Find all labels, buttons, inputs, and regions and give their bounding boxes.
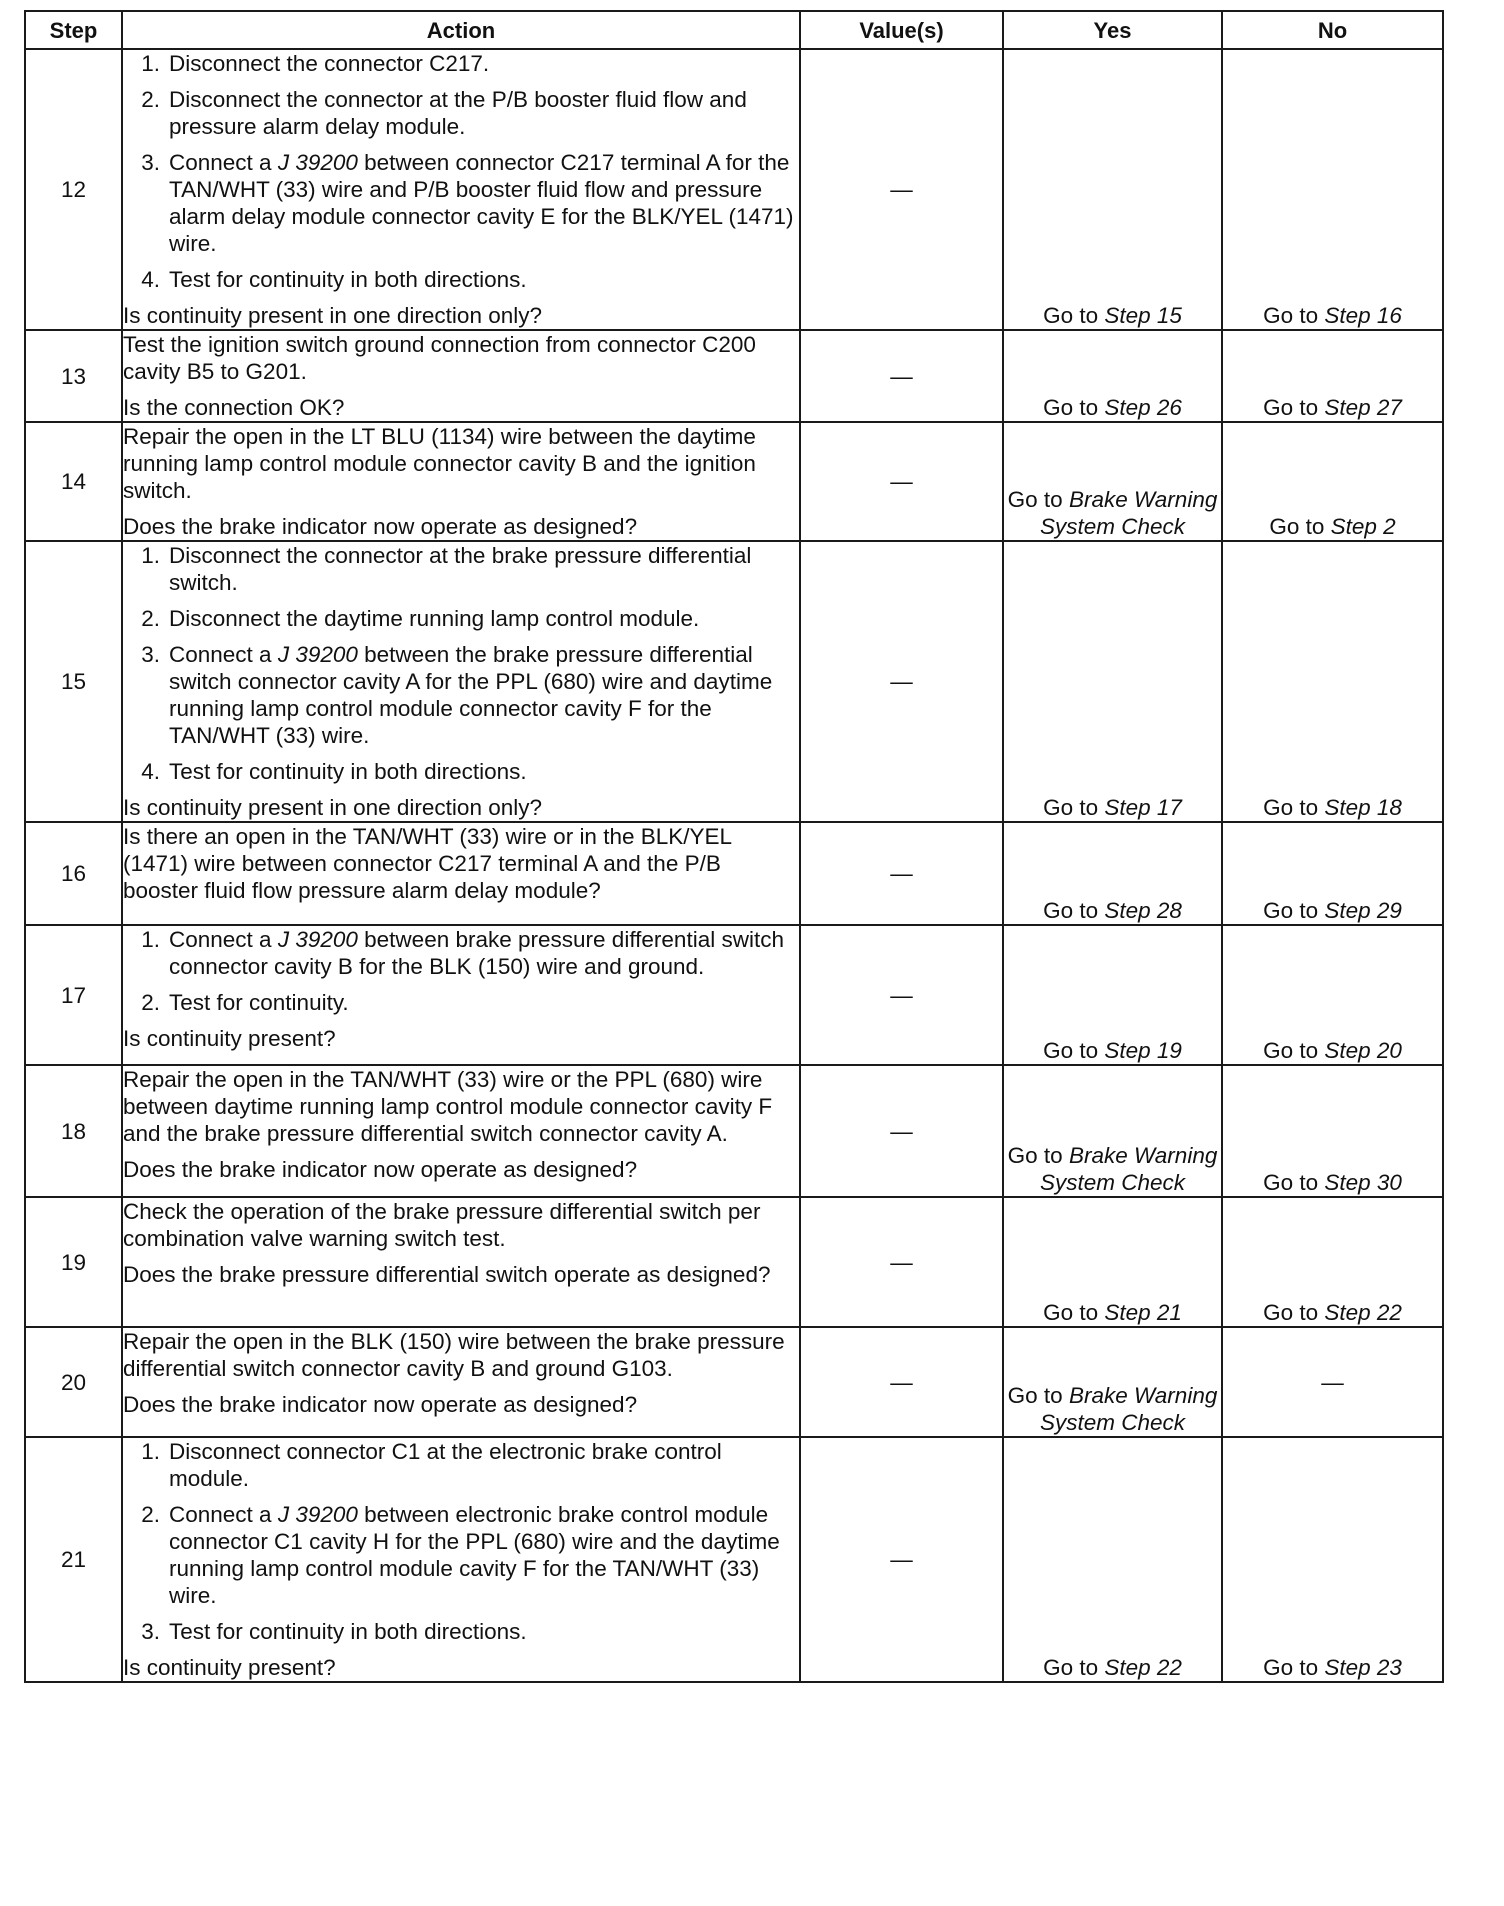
procedure-text-pre: Connect a	[169, 642, 278, 667]
yes-goto-prefix: Go to	[1043, 898, 1105, 923]
value-cell: —	[800, 1197, 1003, 1327]
no-goto-link: Step 23	[1324, 1655, 1402, 1680]
no-result[interactable]	[1269, 513, 1395, 540]
no-goto-prefix: Go to	[1263, 303, 1325, 328]
procedure-item	[123, 605, 799, 632]
action-question: Is continuity present in one direction only?	[123, 303, 542, 328]
yes-goto-link: Step 22	[1104, 1655, 1182, 1680]
procedure-item	[123, 266, 799, 293]
no-cell	[1222, 822, 1443, 925]
yes-goto-link: Step 19	[1104, 1038, 1182, 1063]
header-row	[25, 11, 1443, 49]
tool-name: J 39200	[277, 642, 358, 667]
procedure-item	[123, 86, 799, 140]
procedure-text: Disconnect the daytime running lamp control module.	[169, 606, 700, 631]
procedure-number: 2.	[141, 990, 160, 1015]
procedure-item	[123, 50, 799, 77]
procedure-text-post: between connector C217 terminal A for the TAN/WHT (33) wire and P/B booster fluid flow and pressure alarm delay module connector cavity E for the BLK/YEL (1471) wire.	[169, 150, 794, 256]
step-number: 12	[25, 49, 122, 330]
tool-name: J 39200	[277, 1502, 358, 1527]
no-cell	[1222, 1437, 1443, 1682]
action-question: Does the brake pressure differential switch operate as designed?	[123, 1262, 771, 1287]
no-goto-prefix: Go to	[1263, 795, 1325, 820]
yes-result[interactable]	[1043, 897, 1182, 924]
yes-result[interactable]	[1043, 302, 1182, 329]
yes-goto-prefix: Go to	[1043, 795, 1105, 820]
yes-cell	[1003, 1197, 1222, 1327]
yes-result[interactable]	[1043, 1037, 1182, 1064]
no-result	[1321, 1369, 1344, 1396]
yes-goto-prefix: Go to	[1007, 1143, 1069, 1168]
procedure-number: 1.	[141, 543, 160, 568]
procedure-text: Disconnect the connector C217.	[169, 51, 490, 76]
tool-name: J 39200	[277, 150, 358, 175]
procedure-item	[123, 1501, 799, 1609]
yes-cell	[1003, 1437, 1222, 1682]
procedure-text: Test for continuity in both directions.	[169, 267, 527, 292]
no-goto-prefix: Go to	[1263, 1038, 1325, 1063]
procedure-text-pre: Connect a	[169, 1502, 278, 1527]
action-cell	[122, 49, 800, 330]
yes-goto-prefix: Go to	[1043, 1655, 1105, 1680]
procedure-list	[123, 50, 799, 293]
action-cell	[122, 541, 800, 822]
no-goto-prefix: Go to	[1263, 1170, 1325, 1195]
procedure-list	[123, 926, 799, 1016]
procedure-list	[123, 1438, 799, 1645]
no-goto-prefix: Go to	[1263, 1655, 1325, 1680]
table-body	[25, 49, 1443, 1682]
procedure-text: Test for continuity in both directions.	[169, 1619, 527, 1644]
value-cell: —	[800, 1437, 1003, 1682]
yes-result[interactable]	[1043, 794, 1182, 821]
table-row	[25, 1327, 1443, 1437]
action-paragraph: Test the ignition switch ground connection from connector C200 cavity B5 to G201.	[123, 332, 756, 384]
step-number: 20	[25, 1327, 122, 1437]
procedure-text-post: between the brake pressure differential switch connector cavity A for the PPL (680) wire and daytime running lamp control module connector cavity F for the TAN/WHT (33) wire.	[169, 642, 773, 748]
no-goto-link: Step 22	[1324, 1300, 1402, 1325]
header-yes: Yes	[1003, 11, 1222, 49]
yes-goto-link: Step 21	[1104, 1300, 1182, 1325]
step-number: 16	[25, 822, 122, 925]
value-cell: —	[800, 541, 1003, 822]
procedure-number: 2.	[141, 1502, 160, 1527]
header-action: Action	[122, 11, 800, 49]
yes-cell	[1003, 422, 1222, 541]
no-goto-prefix: Go to	[1263, 395, 1325, 420]
yes-result[interactable]	[1043, 1654, 1182, 1681]
table-row	[25, 49, 1443, 330]
procedure-item	[123, 149, 799, 257]
procedure-number: 3.	[141, 1619, 160, 1644]
no-result[interactable]	[1263, 1299, 1402, 1326]
procedure-number: 1.	[141, 927, 160, 952]
action-question: Does the brake indicator now operate as designed?	[123, 514, 638, 539]
procedure-text-pre: Connect a	[169, 150, 278, 175]
no-result[interactable]	[1263, 302, 1402, 329]
procedure-item	[123, 1618, 799, 1645]
action-paragraph: Repair the open in the BLK (150) wire between the brake pressure differential switch connector cavity B and ground G103.	[123, 1329, 785, 1381]
header-values: Value(s)	[800, 11, 1003, 49]
value-cell: —	[800, 925, 1003, 1065]
procedure-item	[123, 542, 799, 596]
value-cell: —	[800, 1065, 1003, 1197]
action-cell	[122, 1327, 800, 1437]
no-goto-link: Step 2	[1330, 514, 1396, 539]
yes-cell	[1003, 1065, 1222, 1197]
yes-result[interactable]	[1004, 1142, 1221, 1196]
procedure-number: 1.	[141, 51, 160, 76]
table-row	[25, 422, 1443, 541]
no-result[interactable]	[1263, 1037, 1402, 1064]
no-result[interactable]	[1263, 394, 1402, 421]
step-number: 21	[25, 1437, 122, 1682]
no-cell	[1222, 1197, 1443, 1327]
procedure-text: Test for continuity.	[169, 990, 349, 1015]
no-cell	[1222, 925, 1443, 1065]
value-cell: —	[800, 330, 1003, 422]
no-dash: —	[1321, 1369, 1344, 1395]
yes-result[interactable]	[1004, 486, 1221, 540]
yes-goto-link: Step 15	[1104, 303, 1182, 328]
action-cell	[122, 1437, 800, 1682]
no-goto-prefix: Go to	[1269, 514, 1331, 539]
yes-result[interactable]	[1043, 1299, 1182, 1326]
yes-cell	[1003, 541, 1222, 822]
procedure-text	[169, 926, 799, 980]
yes-result[interactable]	[1043, 394, 1182, 421]
step-number: 13	[25, 330, 122, 422]
action-question: Is continuity present in one direction only?	[123, 795, 542, 820]
no-cell	[1222, 1327, 1443, 1437]
table-row	[25, 1437, 1443, 1682]
no-goto-link: Step 20	[1324, 1038, 1402, 1063]
procedure-item	[123, 758, 799, 785]
no-cell	[1222, 49, 1443, 330]
no-cell	[1222, 330, 1443, 422]
no-goto-link: Step 29	[1324, 898, 1402, 923]
table-row	[25, 541, 1443, 822]
no-cell	[1222, 541, 1443, 822]
table-row	[25, 925, 1443, 1065]
step-number: 17	[25, 925, 122, 1065]
yes-goto-link: Step 26	[1104, 395, 1182, 420]
action-question: Does the brake indicator now operate as designed?	[123, 1392, 638, 1417]
yes-goto-link: Step 17	[1104, 795, 1182, 820]
procedure-number: 2.	[141, 606, 160, 631]
step-number: 14	[25, 422, 122, 541]
table-row	[25, 822, 1443, 925]
no-goto-prefix: Go to	[1263, 898, 1325, 923]
procedure-number: 4.	[141, 759, 160, 784]
procedure-text: Disconnect the connector at the brake pressure differential switch.	[169, 543, 752, 595]
procedure-text-post: between brake pressure differential switch connector cavity B for the BLK (150) wire and ground.	[169, 927, 784, 979]
procedure-text: Test for continuity in both directions.	[169, 759, 527, 784]
procedure-item	[123, 1438, 799, 1492]
no-goto-link: Step 27	[1324, 395, 1402, 420]
no-goto-link: Step 18	[1324, 795, 1402, 820]
table-row	[25, 330, 1443, 422]
value-cell: —	[800, 822, 1003, 925]
step-number: 15	[25, 541, 122, 822]
procedure-number: 2.	[141, 87, 160, 112]
procedure-item	[123, 989, 799, 1016]
yes-cell	[1003, 925, 1222, 1065]
yes-cell	[1003, 330, 1222, 422]
yes-goto-prefix: Go to	[1043, 1300, 1105, 1325]
procedure-item	[123, 926, 799, 980]
step-number: 18	[25, 1065, 122, 1197]
procedure-item	[123, 641, 799, 749]
no-result[interactable]	[1263, 897, 1402, 924]
action-cell	[122, 1065, 800, 1197]
procedure-text: Disconnect the connector at the P/B booster fluid flow and pressure alarm delay module.	[169, 87, 747, 139]
action-cell	[122, 422, 800, 541]
action-cell	[122, 822, 800, 925]
procedure-text-post: between electronic brake control module connector C1 cavity H for the PPL (680) wire and the daytime running lamp control module cavity F for the TAN/WHT (33) wire.	[169, 1502, 780, 1608]
yes-goto-link: Step 28	[1104, 898, 1182, 923]
no-cell	[1222, 1065, 1443, 1197]
action-paragraph: Repair the open in the LT BLU (1134) wire between the daytime running lamp control module connector cavity B and the ignition switch.	[123, 424, 756, 503]
action-question: Is the connection OK?	[123, 395, 345, 420]
tool-name: J 39200	[277, 927, 358, 952]
action-paragraph: Check the operation of the brake pressure differential switch per combination valve warning switch test.	[123, 1199, 761, 1251]
yes-goto-link: Brake Warning System Check	[1039, 1383, 1218, 1435]
yes-goto-prefix: Go to	[1007, 1383, 1069, 1408]
procedure-number: 3.	[141, 642, 160, 667]
yes-result[interactable]	[1004, 1382, 1221, 1436]
value-cell: —	[800, 1327, 1003, 1437]
no-result[interactable]	[1263, 1169, 1402, 1196]
step-number: 19	[25, 1197, 122, 1327]
value-cell: —	[800, 422, 1003, 541]
table-row	[25, 1065, 1443, 1197]
procedure-number: 1.	[141, 1439, 160, 1464]
action-question: Is there an open in the TAN/WHT (33) wire or in the BLK/YEL (1471) wire between connector C217 terminal A and the P/B booster fluid flow pressure alarm delay module?	[123, 824, 732, 903]
no-result[interactable]	[1263, 1654, 1402, 1681]
action-cell	[122, 330, 800, 422]
yes-cell	[1003, 1327, 1222, 1437]
yes-goto-prefix: Go to	[1043, 395, 1105, 420]
no-result[interactable]	[1263, 794, 1402, 821]
table-row	[25, 1197, 1443, 1327]
value-cell: —	[800, 49, 1003, 330]
procedure-number: 3.	[141, 150, 160, 175]
yes-goto-link: Brake Warning System Check	[1039, 487, 1218, 539]
no-cell	[1222, 422, 1443, 541]
yes-goto-prefix: Go to	[1043, 1038, 1105, 1063]
procedure-text	[169, 1501, 799, 1609]
procedure-number: 4.	[141, 267, 160, 292]
procedure-text	[169, 149, 799, 257]
action-question: Does the brake indicator now operate as designed?	[123, 1157, 638, 1182]
procedure-text-pre: Connect a	[169, 927, 278, 952]
no-goto-prefix: Go to	[1263, 1300, 1325, 1325]
yes-goto-link: Brake Warning System Check	[1039, 1143, 1218, 1195]
yes-cell	[1003, 822, 1222, 925]
procedure-list	[123, 542, 799, 785]
header-step: Step	[25, 11, 122, 49]
procedure-text: Disconnect connector C1 at the electronic brake control module.	[169, 1439, 722, 1491]
action-cell	[122, 925, 800, 1065]
no-goto-link: Step 30	[1324, 1170, 1402, 1195]
yes-goto-prefix: Go to	[1043, 303, 1105, 328]
action-cell	[122, 1197, 800, 1327]
action-paragraph: Repair the open in the TAN/WHT (33) wire or the PPL (680) wire between daytime running lamp control module connector cavity F and the brake pressure differential switch connector cavity A.	[123, 1067, 773, 1146]
diagnostic-table	[24, 10, 1444, 1683]
action-question: Is continuity present?	[123, 1655, 336, 1680]
no-goto-link: Step 16	[1324, 303, 1402, 328]
yes-goto-prefix: Go to	[1007, 487, 1069, 512]
action-question: Is continuity present?	[123, 1026, 336, 1051]
header-no: No	[1222, 11, 1443, 49]
yes-cell	[1003, 49, 1222, 330]
procedure-text	[169, 641, 799, 749]
